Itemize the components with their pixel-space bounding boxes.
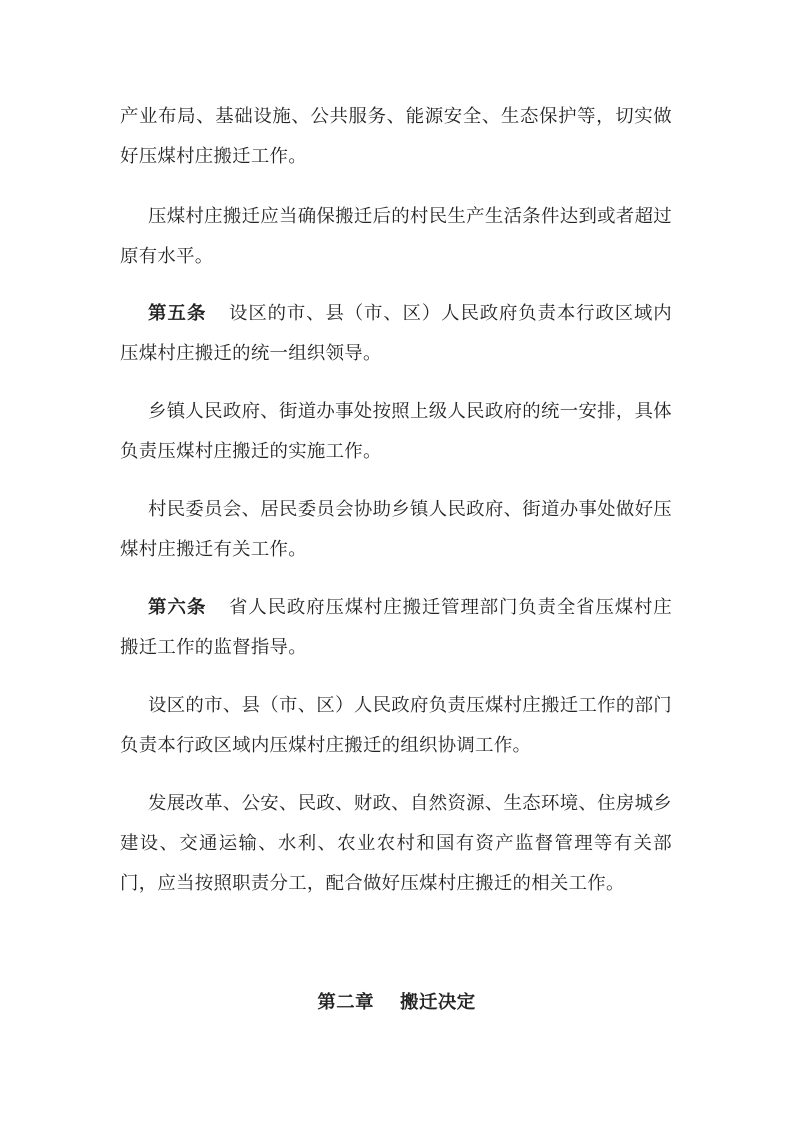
article-six-paragraph (120, 588, 672, 668)
article-five-paragraph (120, 294, 672, 374)
chapter-heading (0, 983, 793, 1023)
paragraph: 发展改革、公安、民政、财政、自然资源、生态环境、住房城乡建设、交通运输、水利、农业农村和国有资产监督管理等有关部门，应当按照职责分工，配合做好压煤村庄搬迁的相关工作。 (120, 793, 672, 894)
paragraph-continuation: 产业布局、基础设施、公共服务、能源安全、生态保护等，切实做好压煤村庄搬迁工作。 (120, 106, 672, 167)
paragraph: 乡镇人民政府、街道办事处按照上级人民政府的统一安排，具体负责压煤村庄搬迁的实施工作。 (120, 401, 672, 462)
article-text: 设区的市、县（市、区）人民政府负责本行政区域内压煤村庄搬迁的统一组织领导。 (120, 303, 672, 364)
article-text: 省人民政府压煤村庄搬迁管理部门负责全省压煤村庄搬迁工作的监督指导。 (120, 597, 672, 658)
chapter-title: 搬迁决定 (400, 992, 476, 1013)
article-number: 第五条 (148, 303, 207, 324)
article-number: 第六条 (148, 597, 207, 618)
chapter-number: 第二章 (317, 992, 375, 1013)
paragraph: 压煤村庄搬迁应当确保搬迁后的村民生产生活条件达到或者超过原有水平。 (120, 206, 672, 267)
paragraph: 设区的市、县（市、区）人民政府负责压煤村庄搬迁工作的部门负责本行政区域内压煤村庄搬迁的组织协调工作。 (120, 695, 672, 756)
paragraph: 村民委员会、居民委员会协助乡镇人民政府、街道办事处做好压煤村庄搬迁有关工作。 (120, 499, 672, 560)
